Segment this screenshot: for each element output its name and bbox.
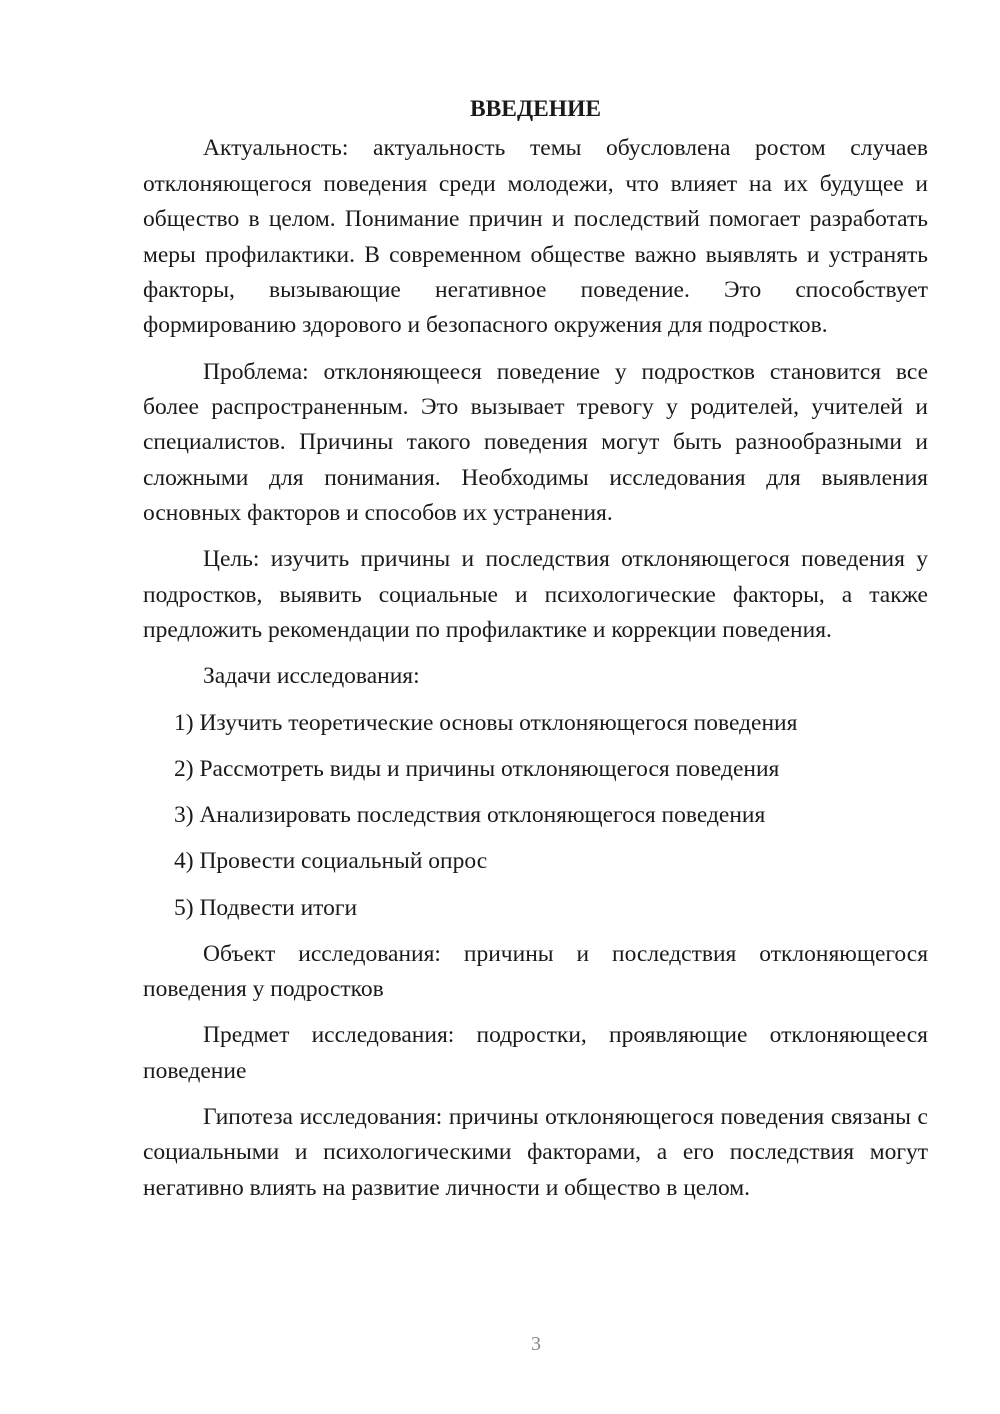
page-title: ВВЕДЕНИЕ	[469, 96, 602, 122]
task-item-1: 1) Изучить теоретические основы отклоняющегося поведения	[174, 709, 798, 736]
paragraph-problem: Проблема: отклоняющееся поведение у подростков становится все более распространенным. Это вызывает тревогу у родителей, учителей и специалистов. Причины такого поведения могут быть разнообразными и сложными для понимания. Необходимы исследования для выявления основных факторов и способов их устранения.	[143, 358, 928, 527]
task-item-2: 2) Рассмотреть виды и причины отклоняющегося поведения	[174, 755, 780, 782]
paragraph-tasks-heading: Задачи исследования:	[203, 663, 420, 690]
paragraph-subject: Предмет исследования: подростки, проявляющие отклоняющееся поведение	[143, 1022, 928, 1084]
task-item-5: 5) Подвести итоги	[174, 894, 358, 921]
page-body	[143, 92, 928, 1217]
page-number: 3	[531, 1333, 541, 1355]
paragraph-object: Объект исследования: причины и последствия отклоняющегося поведения у подростков	[143, 940, 928, 1003]
task-item-4: 4) Провести социальный опрос	[174, 848, 488, 875]
task-item-3: 3) Анализировать последствия отклоняющегося поведения	[174, 802, 766, 829]
paragraph-relevance: Актуальность: актуальность темы обусловлена ростом случаев отклоняющегося поведения среди молодежи, что влияет на их будущее и общество в целом. Понимание причин и последствий помогает разработать меры профилактики. В современном обществе важно выявлять и устранять факторы, вызывающие негативное поведение. Это способствует формированию здорового и безопасного окружения для подростков.	[143, 135, 928, 339]
paragraph-hypothesis: Гипотеза исследования: причины отклоняющегося поведения связаны с социальными и психологическими факторами, а его последствия могут негативно влиять на развитие личности и общество в целом.	[143, 1103, 928, 1201]
paragraph-goal: Цель: изучить причины и последствия отклоняющегося поведения у подростков, выявить социальные и психологические факторы, а также предложить рекомендации по профилактике и коррекции поведения.	[143, 546, 928, 644]
